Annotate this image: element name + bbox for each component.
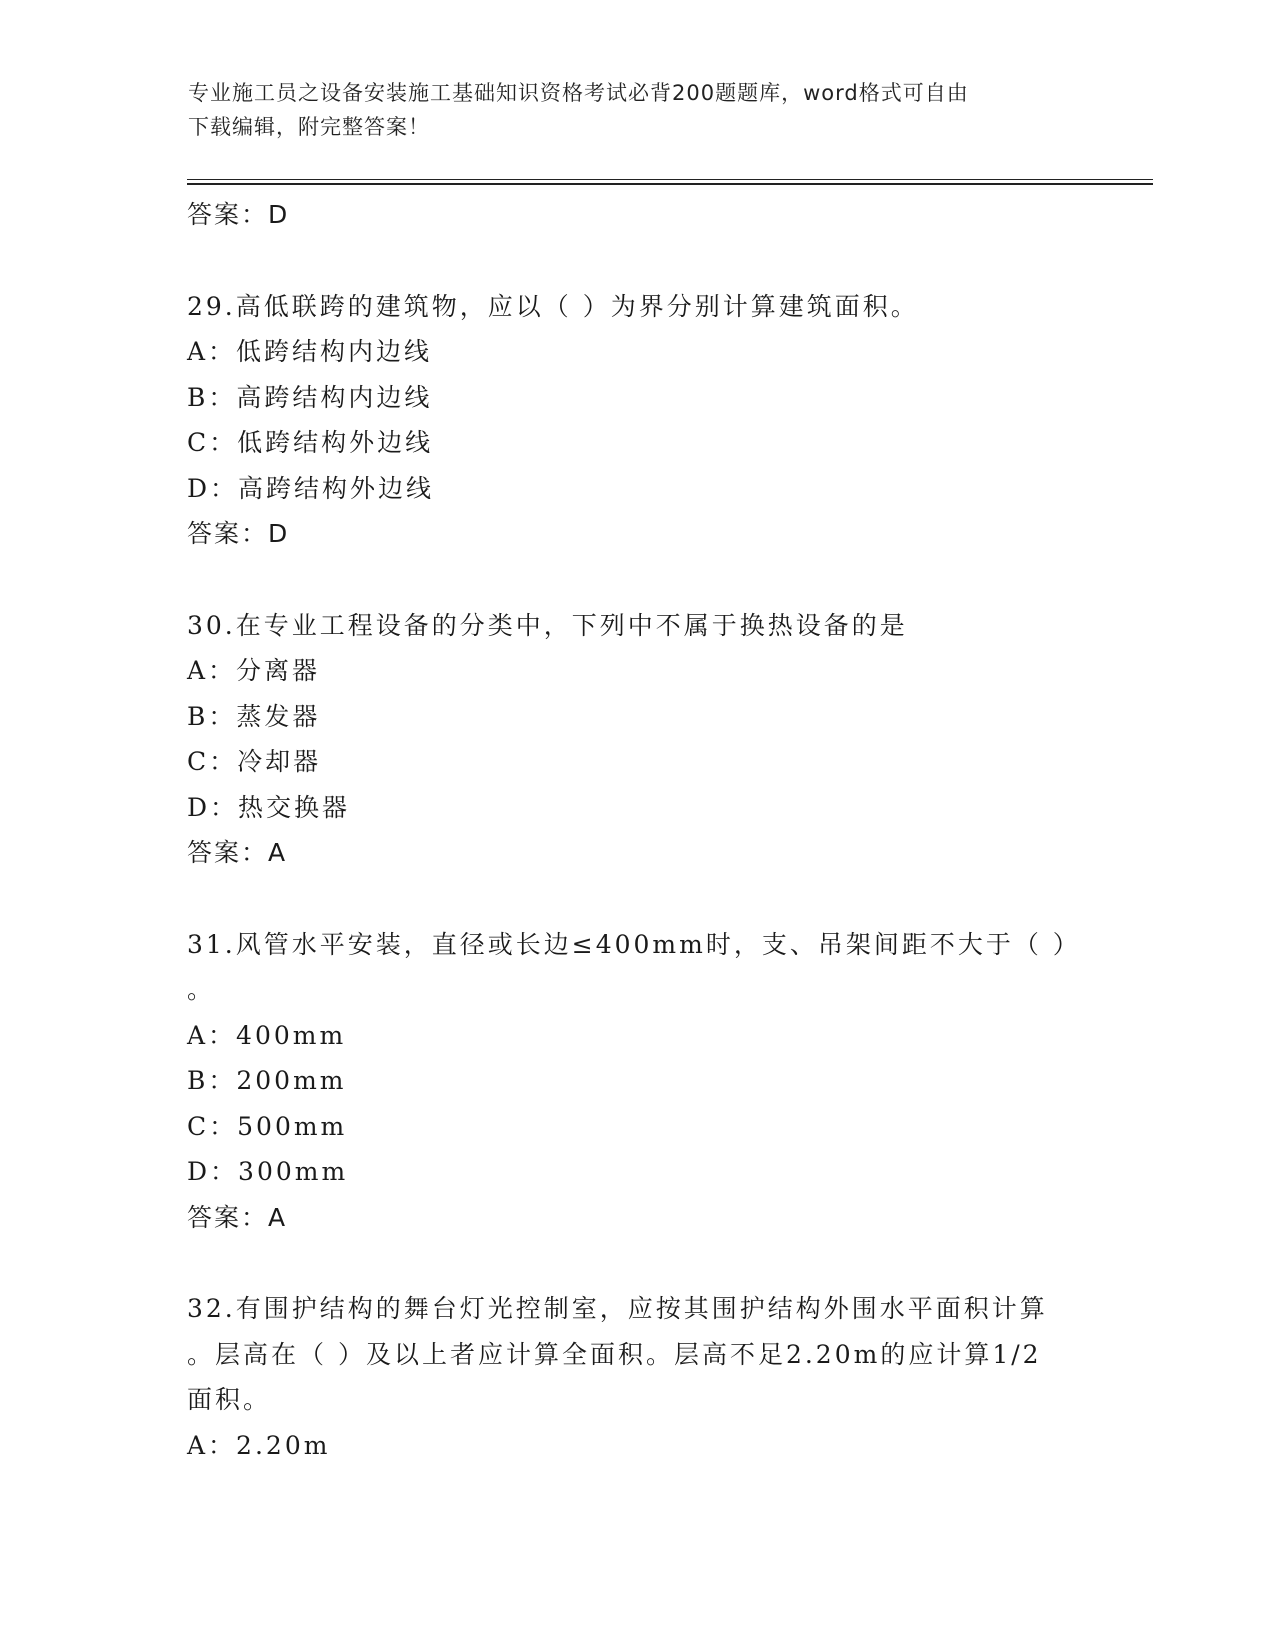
- header-divider: [187, 179, 1153, 180]
- question-stem: 29.高低联跨的建筑物，应以（ ）为界分别计算建筑面积。: [187, 291, 919, 321]
- document-body: [187, 192, 1087, 1468]
- option-c: C：冷却器: [187, 747, 322, 776]
- question-stem-line-3: 面积。: [187, 1385, 272, 1414]
- question-stem-line-1: 31.风管水平安装，直径或长边≤400mm时，支、吊架间距不大于（ ）: [187, 929, 1081, 959]
- option-b: B：200mm: [187, 1066, 347, 1095]
- option-a: A：400mm: [187, 1020, 347, 1050]
- option-b: B：高跨结构内边线: [187, 382, 433, 412]
- answer: 答案：D: [187, 519, 290, 548]
- page-header: [188, 76, 1068, 144]
- option-a: A：2.20m: [187, 1430, 331, 1460]
- question-stem-line-1: 32.有围护结构的舞台灯光控制室，应按其围护结构外围水平面积计算: [187, 1294, 1048, 1323]
- option-d: D：300mm: [187, 1157, 349, 1186]
- option-d: D：热交换器: [187, 792, 351, 822]
- question-stem-line-2: 。层高在（ ）及以上者应计算全面积。层高不足2.20m的应计算1/2: [187, 1339, 1042, 1369]
- question-29: [187, 284, 1087, 557]
- option-b: B：蒸发器: [187, 701, 321, 731]
- question-32: [187, 1286, 1087, 1468]
- question-31: [187, 922, 1087, 1241]
- option-a: A：分离器: [187, 656, 321, 685]
- header-divider-thick: [187, 183, 1153, 185]
- question-stem: 30.在专业工程设备的分类中，下列中不属于换热设备的是: [187, 610, 908, 640]
- answer: 答案：A: [187, 1202, 288, 1232]
- option-d: D：高跨结构外边线: [187, 473, 435, 503]
- option-a: A：低跨结构内边线: [187, 337, 433, 366]
- option-c: C：500mm: [187, 1111, 348, 1141]
- question-stem-line-2: 。: [187, 975, 216, 1004]
- header-title-line-1: 专业施工员之设备安装施工基础知识资格考试必背200题题库，word格式可自由: [188, 81, 969, 105]
- question-30: [187, 603, 1087, 876]
- answer: 答案：A: [187, 838, 288, 867]
- option-c: C：低跨结构外边线: [187, 428, 434, 457]
- header-title-line-2: 下载编辑，附完整答案！: [188, 115, 430, 139]
- previous-answer: 答案：D: [187, 200, 290, 229]
